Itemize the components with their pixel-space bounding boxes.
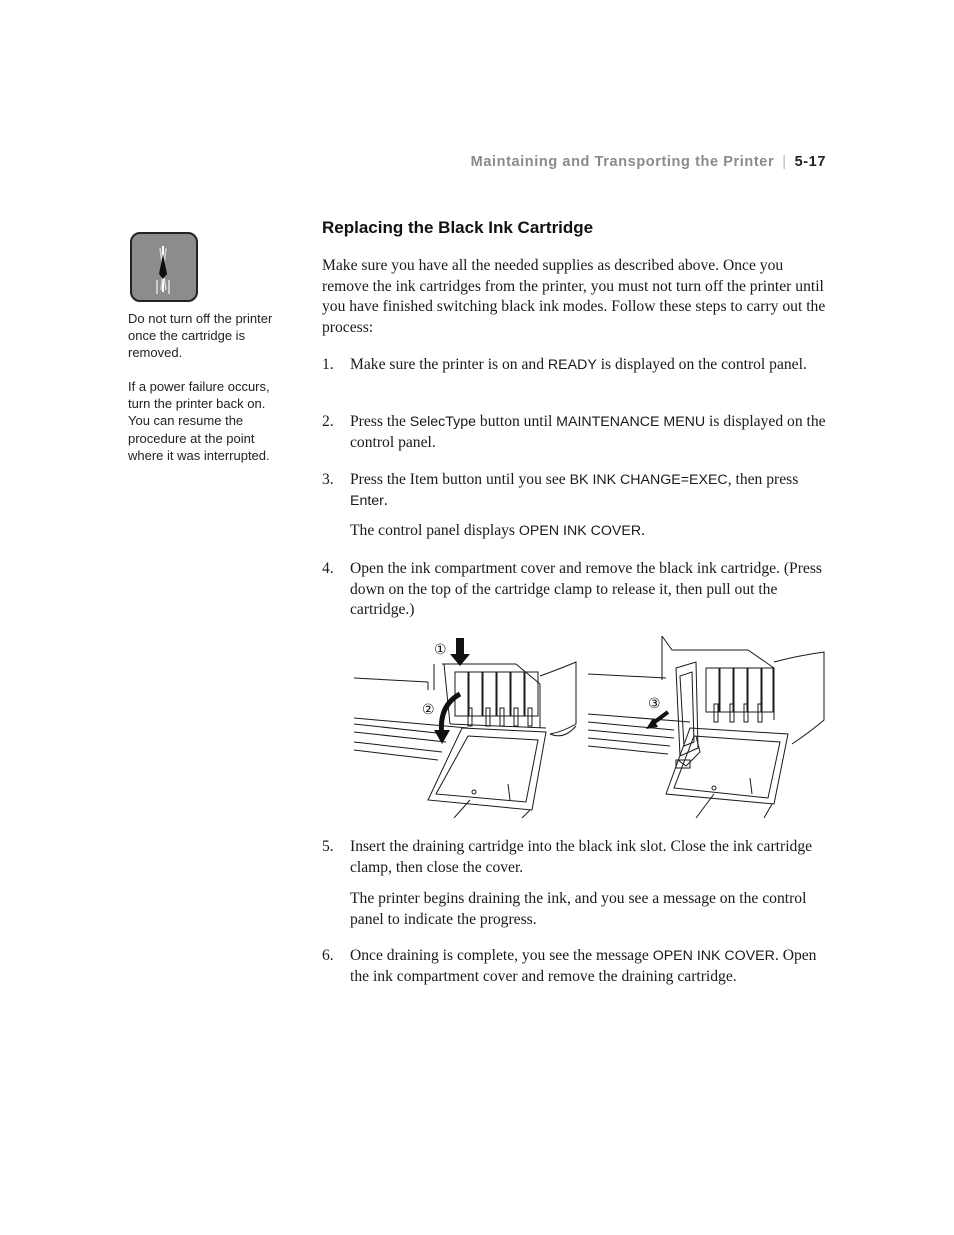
step-4 [322, 559, 832, 621]
callout-1: ① [434, 642, 447, 658]
step-number: 2. [322, 413, 334, 430]
step-text-part: is displayed on the control panel. [350, 413, 826, 451]
running-header [471, 154, 826, 170]
note-pencil-icon [130, 232, 198, 302]
step-text: Insert the draining cartridge into the black ink slot. Close the ink cartridge clamp, then close the cover. [350, 838, 813, 876]
sidebar-note-power-failure: If a power failure occurs, turn the printer back on. You can resume the procedure at the point where it was interrupted. [128, 379, 270, 463]
step-text-part: . Open the ink compartment cover and remove the draining cartridge. [350, 947, 817, 985]
step-text-part: button until [476, 413, 557, 430]
sidebar-note-warning: Do not turn off the printer once the cartridge is removed. [128, 311, 273, 361]
step-3 [322, 470, 832, 511]
page-number: 5-17 [794, 154, 826, 170]
step-3-result [350, 521, 832, 542]
step-text-part: Press the [350, 413, 410, 430]
step-text-part: Once draining is complete, you see the message [350, 947, 653, 964]
step-text [350, 470, 832, 511]
section-heading: Replacing the Black Ink Cartridge [322, 218, 594, 237]
step-text-part: , then press [727, 471, 799, 488]
step-number: 4. [322, 560, 334, 577]
cartridge-removal-illustration [350, 632, 828, 818]
step-text-part: Make sure the printer is on and [350, 356, 548, 373]
step-text: Open the ink compartment cover and remove the black ink cartridge. (Press down on the top of the cartridge clamp to release it, then pull out the cartridge.) [350, 560, 822, 619]
step-text [350, 412, 832, 453]
step-number: 3. [322, 471, 334, 488]
button-name-enter: Enter [350, 492, 384, 509]
step-5 [322, 837, 832, 878]
step-number: 5. [322, 838, 334, 855]
step-number: 1. [322, 356, 334, 373]
callout-2: ② [422, 702, 435, 718]
panel-message-maintenance-menu: MAINTENANCE MENU [556, 414, 706, 430]
panel-message-open-ink-cover: OPEN INK COVER [518, 523, 642, 539]
step-text [350, 355, 832, 376]
panel-message-ready: READY [547, 357, 597, 373]
step-number: 6. [322, 947, 334, 964]
step-6 [322, 946, 832, 987]
panel-message-bk-ink-change: BK INK CHANGE=EXEC [569, 472, 728, 488]
step-text-part: The control panel displays [350, 522, 519, 539]
button-name-selectype: SelecType [409, 414, 477, 430]
header-separator: | [782, 154, 787, 170]
step-text-part: . [641, 522, 645, 539]
step-2 [322, 412, 832, 453]
panel-message-open-ink-cover: OPEN INK COVER [652, 948, 775, 964]
step-text-part: Press the Item button until you see [350, 471, 570, 488]
step-5-result: The printer begins draining the ink, and you see a message on the control panel to indicate the progress. [350, 890, 807, 928]
intro-paragraph: Make sure you have all the needed supplies as described above. Once you remove the ink cartridges from the printer, you must not turn off the printer until you have finished switching black ink modes. Follow these steps to carry out the process: [322, 257, 826, 336]
callout-3: ③ [648, 696, 661, 712]
chapter-title: Maintaining and Transporting the Printer [470, 154, 775, 170]
step-1 [322, 355, 832, 376]
step-text-part: is displayed on the control panel. [596, 356, 807, 373]
step-text-part: . [383, 491, 388, 509]
step-text [350, 946, 832, 987]
